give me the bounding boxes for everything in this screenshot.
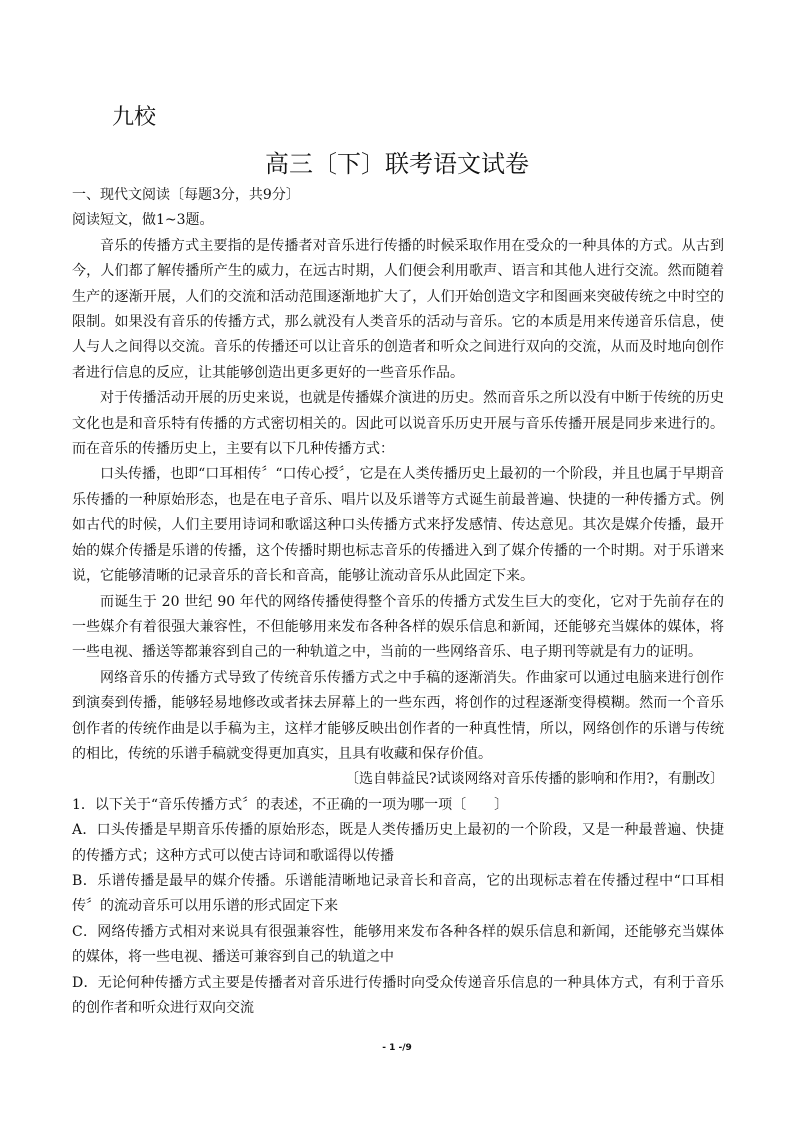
page-title: 高三〔下〕联考语文试卷 <box>265 150 529 178</box>
school-name: 九校 <box>112 105 157 130</box>
passage-paragraph: 网络音乐的传播方式导致了传统音乐传播方式之中手稿的逐渐消失。作曲家可以通过电脑来进行创作到演奏到传播，能够轻易地修改或者抹去屏幕上的一些东西，将创作的过程逐渐变得模糊。然而一个音乐创作者的传统作曲是以手稿为主，这样才能够反映出创作者的一种真性情，所以，网络创作的乐谱与传统的相比，传统的乐谱手稿就变得更加真实，且具有收藏和保存价值。 <box>72 669 724 762</box>
passage-paragraph: 而诞生于 20 世纪 90 年代的网络传播使得整个音乐的传播方式发生巨大的变化，它对于先前存在的一些媒介有着很强大兼容性，不但能够用来发布各种各样的娱乐信息和新闻，还能够充当媒体的媒体，将一些电视、播送等都兼容到自己的一种轨道之中，当前的一些网络音乐、电子期刊等就是有力的证明。 <box>72 593 724 661</box>
exam-content <box>72 183 724 1021</box>
question-stem: 1．以下关于“音乐传播方式〞的表述，不正确的一项为哪一项〔 〕 <box>72 796 509 813</box>
question-option-a: A．口头传播是早期音乐传播的原始形态，既是人类传播历史上最初的一个阶段，又是一种最普遍、快捷的传播方式；这种方式可以使古诗词和歌谣得以传播 <box>72 822 724 864</box>
passage-source: 〔选自韩益民?试谈网络对音乐传播的影响和作用?，有删改〕 <box>344 771 724 788</box>
question-option-b: B．乐谱传播是最早的媒介传播。乐谱能清晰地记录音长和音高，它的出现标志着在传播过程中“口耳相传〞的流动音乐可以用乐谱的形式固定下来 <box>72 872 724 915</box>
question-option-c: C．网络传播方式相对来说具有很强兼容性，能够用来发布各种各样的娱乐信息和新闻，还能够充当媒体的媒体，将一些电视、播送可兼容到自己的轨道之中 <box>72 923 724 966</box>
page-number: - 1 -/9 <box>382 1043 412 1053</box>
question-option-d: D．无论何种传播方式主要是传播者对音乐进行传播时向受众传递音乐信息的一种具体方式，有利于音乐的创作者和听众进行双向交流 <box>72 974 724 1016</box>
passage-paragraph: 音乐的传播方式主要指的是传播者对音乐进行传播的时候采取作用在受众的一种具体的方式。从古到今，人们都了解传播所产生的威力，在远古时期，人们便会利用歌声、语言和其他人进行交流。然而随着生产的逐渐开展，人们的交流和活动范围逐渐地扩大了，人们开始创造文字和图画来突破传统之中时空的限制。如果没有音乐的传播方式，那么就没有人类音乐的活动与音乐。它的本质是用来传递音乐信息，使人与人之间得以交流。音乐的传播还可以让音乐的创造者和听众之间进行双向的交流，从而及时地向创作者进行信息的反应，让其能够创造出更多更好的一些音乐作品。 <box>72 237 724 381</box>
passage-paragraph: 对于传播活动开展的历史来说，也就是传播媒介演进的历史。然而音乐之所以没有中断于传统的历史文化也是和音乐特有传播的方式密切相关的。因此可以说音乐历史开展与音乐传播开展是同步来进行的。而在音乐的传播历史上，主要有以下几种传播方式： <box>72 390 724 458</box>
passage-paragraph: 口头传播，也即“口耳相传〞“口传心授〞，它是在人类传播历史上最初的一个阶段，并且也属于早期音乐传播的一种原始形态，也是在电子音乐、唱片以及乐谱等方式诞生前最普遍、快捷的一种传播方式。例如古代的时候，人们主要用诗词和歌谣这种口头传播方式来抒发感情、传达意见。其次是媒介传播，最开始的媒介传播是乐谱的传播，这个传播时期也标志音乐的传播进入到了媒介传播的一个时期。对于乐谱来说，它能够清晰的记录音乐的音长和音高，能够让流动音乐从此固定下来。 <box>72 466 724 585</box>
section-heading: 一、现代文阅读〔每题3分，共9分〕 <box>72 187 300 203</box>
section-instruction: 阅读短文，做1~3题。 <box>72 212 214 229</box>
